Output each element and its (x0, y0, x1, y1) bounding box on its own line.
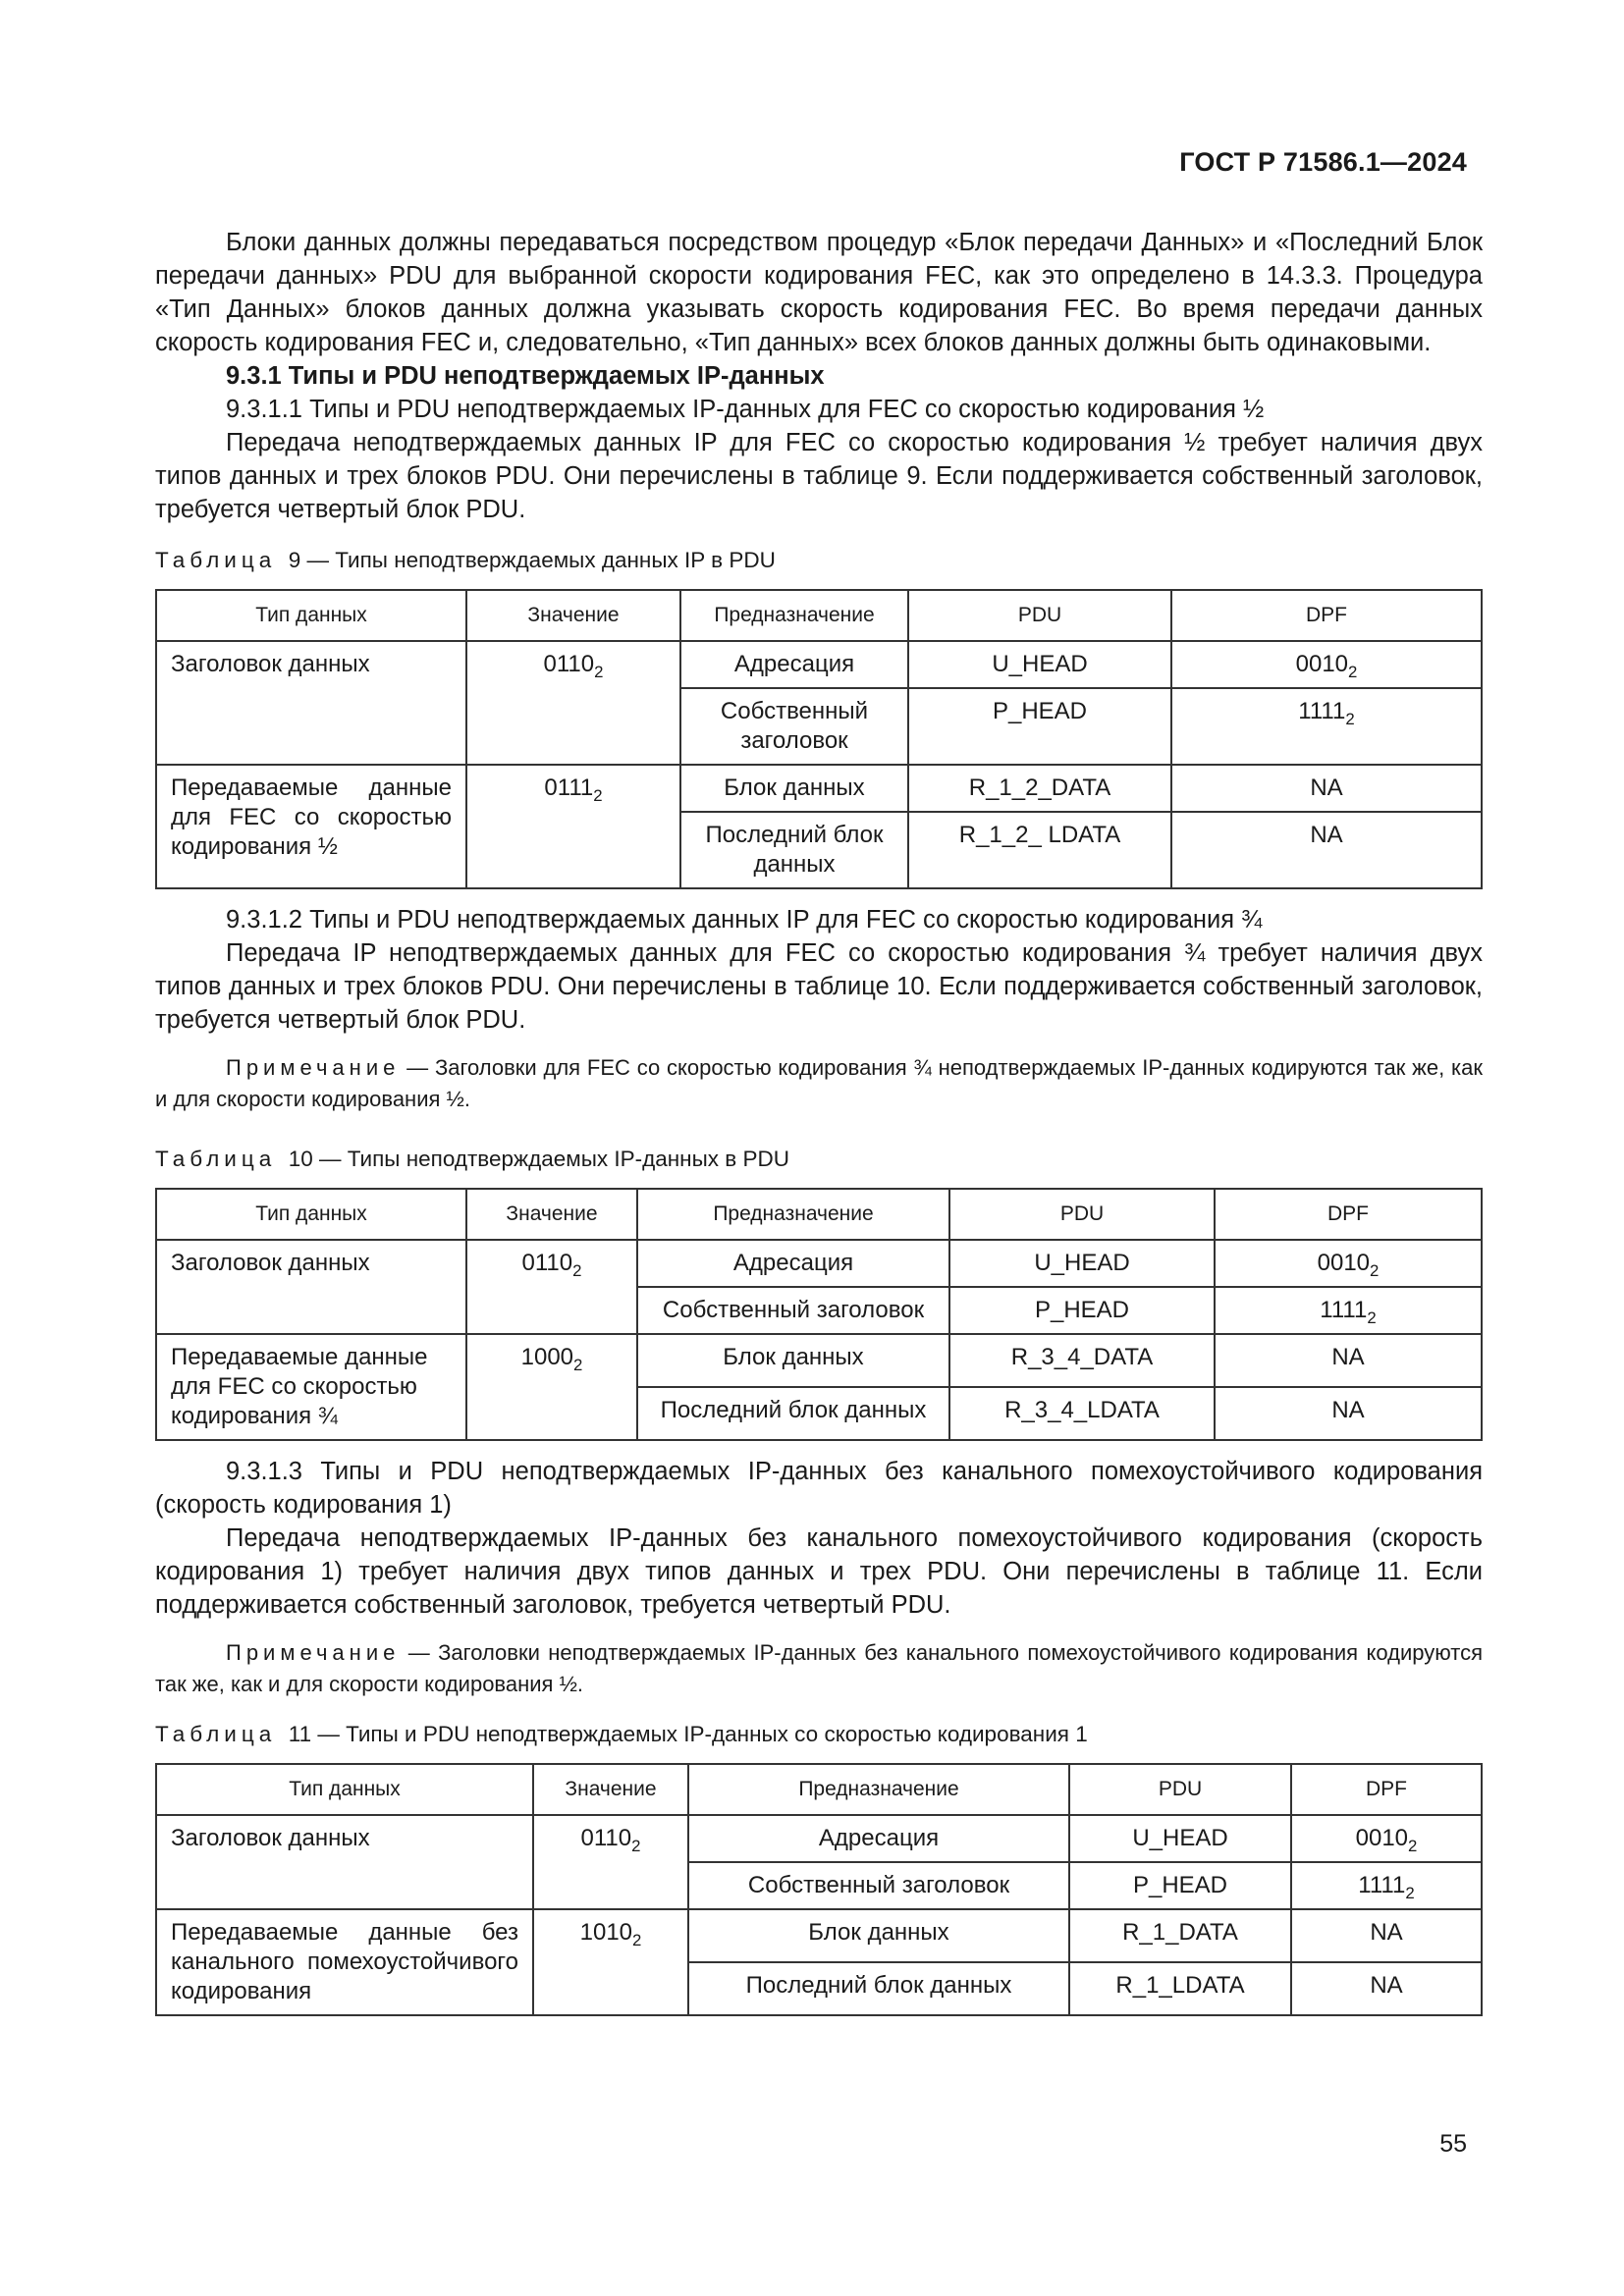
dpf-cell: NA (1215, 1334, 1482, 1387)
pdu-cell: U_HEAD (908, 641, 1171, 688)
type-cell: Передаваемые данные для FEC со скоростью кодирования ¾ (156, 1334, 466, 1440)
table-header-row (156, 1189, 1482, 1240)
table9-caption-text: 9 — Типы неподтверждаемых данных IP в PDU (288, 548, 776, 572)
purpose-cell: Собственный заголовок (680, 688, 908, 765)
dpf-cell: $0010_2$ (1171, 641, 1482, 688)
header-cell: Предназначение (680, 590, 908, 641)
purpose-cell: Последний блок данных (688, 1962, 1069, 2015)
table-row (156, 1334, 1482, 1387)
purpose-cell: Адресация (680, 641, 908, 688)
dpf-cell: $1111_2$ (1291, 1862, 1482, 1909)
subsection-heading-9-3-1-2: 9.3.1.2 Типы и PDU неподтверждаемых данных IP для FEC со скоростью кодирования ¾ (226, 906, 1263, 934)
table-row (156, 1909, 1482, 1962)
document-id-header: ГОСТ Р 71586.1—2024 (1179, 147, 1467, 177)
value-cell: $0110_2$ (466, 1240, 637, 1334)
table-11 (155, 1763, 1483, 2016)
header-cell: PDU (1069, 1764, 1291, 1815)
header-cell: Тип данных (156, 1189, 466, 1240)
note-label: Примечание (226, 1640, 401, 1665)
value-cell: $0111_2$ (466, 765, 680, 888)
table-row (156, 765, 1482, 812)
dpf-cell: $0010_2$ (1215, 1240, 1482, 1287)
header-cell: DPF (1215, 1189, 1482, 1240)
header-cell: PDU (949, 1189, 1215, 1240)
paragraph-half-rate: Передача неподтверждаемых данных IP для FEC со скоростью кодирования ½ требует наличия двух типов данных и трех блоков PDU. Они перечислены в таблице 9. Если поддерживается собственный заголовок, требуется четвертый блок PDU. (155, 429, 1483, 523)
pdu-cell: U_HEAD (949, 1240, 1215, 1287)
header-cell: Значение (466, 590, 680, 641)
table11-caption-text: 11 — Типы и PDU неподтверждаемых IP-данных со скоростью кодирования 1 (288, 1722, 1088, 1746)
note-text: — Заголовки неподтверждаемых IP-данных без канального помехоустойчивого кодирования кодируются так же, как и для скорости кодирования ½. (155, 1640, 1483, 1696)
table9-caption-word: Таблица (155, 548, 277, 572)
purpose-cell: Собственный заголовок (688, 1862, 1069, 1909)
pdu-cell: R_1_2_ LDATA (908, 812, 1171, 888)
table11-caption-word: Таблица (155, 1722, 277, 1746)
table-row (156, 641, 1482, 688)
purpose-cell: Последний блок данных (680, 812, 908, 888)
paragraph-intro: Блоки данных должны передаваться посредством процедур «Блок передачи Данных» и «Последний Блок передачи данных» PDU для выбранной скорости кодирования FEC, как это определено в 14.3.3. Процедура «Тип Данных» блоков данных должна указывать скорость кодирования FEC. Во время передачи данных скорость кодирования FEC и, следовательно, «Тип данных» всех блоков данных должны быть одинаковыми. (155, 229, 1483, 356)
table-9 (155, 589, 1483, 889)
pdu-cell: P_HEAD (949, 1287, 1215, 1334)
table-header-row (156, 590, 1482, 641)
dpf-cell: NA (1291, 1909, 1482, 1962)
value-cell: $1010_2$ (533, 1909, 688, 2015)
table9-caption (155, 546, 1483, 575)
subsection-heading-9-3-1-3: 9.3.1.3 Типы и PDU неподтверждаемых IP-данных без канального помехоустойчивого кодирования (скорость кодирования 1) (155, 1458, 1483, 1519)
purpose-cell: Собственный заголовок (637, 1287, 949, 1334)
pdu-cell: R_3_4_LDATA (949, 1387, 1215, 1440)
purpose-cell: Адресация (637, 1240, 949, 1287)
header-cell: Значение (533, 1764, 688, 1815)
dpf-cell: NA (1291, 1962, 1482, 2015)
header-cell: Значение (466, 1189, 637, 1240)
type-cell: Заголовок данных (156, 1815, 533, 1909)
table11-caption (155, 1720, 1483, 1749)
section-heading-9-3-1: 9.3.1 Типы и PDU неподтверждаемых IP-данных (226, 362, 825, 390)
subsection-heading-9-3-1-1: 9.3.1.1 Типы и PDU неподтверждаемых IP-данных для FEC со скоростью кодирования ½ (226, 396, 1265, 423)
pdu-cell: U_HEAD (1069, 1815, 1291, 1862)
dpf-cell: $0010_2$ (1291, 1815, 1482, 1862)
dpf-cell: NA (1215, 1387, 1482, 1440)
type-cell: Передаваемые данные без канального помехоустойчивого кодирования (156, 1909, 533, 2015)
header-cell: DPF (1291, 1764, 1482, 1815)
table10-caption-word: Таблица (155, 1147, 277, 1171)
header-cell: Тип данных (156, 590, 466, 641)
value-cell: $0110_2$ (533, 1815, 688, 1909)
value-cell: $1000_2$ (466, 1334, 637, 1440)
header-cell: Предназначение (688, 1764, 1069, 1815)
paragraph-three-quarter-rate: Передача IP неподтверждаемых данных для FEC со скоростью кодирования ¾ требует наличия двух типов данных и трех блоков PDU. Они перечислены в таблице 10. Если поддерживается собственный заголовок, требуется четвертый блок PDU. (155, 939, 1483, 1034)
dpf-cell: $1111_2$ (1171, 688, 1482, 765)
note-2 (155, 1637, 1483, 1700)
type-cell: Заголовок данных (156, 1240, 466, 1334)
purpose-cell: Блок данных (680, 765, 908, 812)
page-number: 55 (1439, 2130, 1467, 2158)
dpf-cell: NA (1171, 765, 1482, 812)
header-cell: DPF (1171, 590, 1482, 641)
table-row (156, 1815, 1482, 1862)
header-cell: Предназначение (637, 1189, 949, 1240)
pdu-cell: P_HEAD (1069, 1862, 1291, 1909)
pdu-cell: R_1_2_DATA (908, 765, 1171, 812)
purpose-cell: Блок данных (688, 1909, 1069, 1962)
paragraph-rate-one: Передача неподтверждаемых IP-данных без канального помехоустойчивого кодирования (скорость кодирования 1) требует наличия двух типов данных и трех PDU. Они перечислены в таблице 11. Если поддерживается собственный заголовок, требуется четвертый PDU. (155, 1524, 1483, 1619)
type-cell: Передаваемые данные для FEC со скоростью кодирования ½ (156, 765, 466, 888)
pdu-cell: P_HEAD (908, 688, 1171, 765)
table-row (156, 1240, 1482, 1287)
purpose-cell: Последний блок данных (637, 1387, 949, 1440)
note-text: — Заголовки для FEC со скоростью кодирования ¾ неподтверждаемых IP-данных кодируются так же, как и для скорости кодирования ½. (155, 1055, 1483, 1111)
pdu-cell: R_1_DATA (1069, 1909, 1291, 1962)
value-cell: $0110_2$ (466, 641, 680, 765)
table-10 (155, 1188, 1483, 1441)
purpose-cell: Блок данных (637, 1334, 949, 1387)
pdu-cell: R_3_4_DATA (949, 1334, 1215, 1387)
table10-caption-text: 10 — Типы неподтверждаемых IP-данных в PDU (288, 1147, 789, 1171)
pdu-cell: R_1_LDATA (1069, 1962, 1291, 2015)
dpf-cell: $1111_2$ (1215, 1287, 1482, 1334)
dpf-cell: NA (1171, 812, 1482, 888)
document-body (155, 226, 1483, 2016)
table-header-row (156, 1764, 1482, 1815)
note-label: Примечание (226, 1055, 401, 1080)
purpose-cell: Адресация (688, 1815, 1069, 1862)
table10-caption (155, 1145, 1483, 1174)
type-cell: Заголовок данных (156, 641, 466, 765)
header-cell: PDU (908, 590, 1171, 641)
header-cell: Тип данных (156, 1764, 533, 1815)
note-1 (155, 1052, 1483, 1115)
